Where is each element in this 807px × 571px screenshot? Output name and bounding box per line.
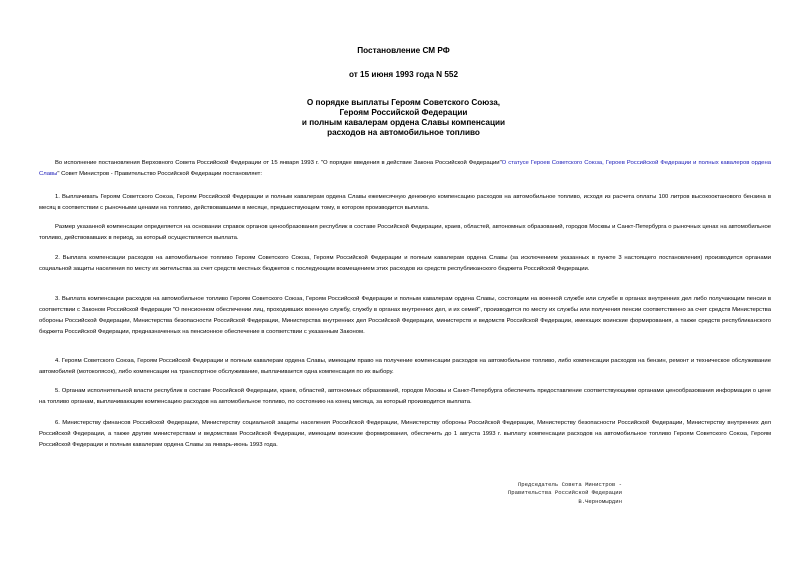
heading-line: О порядке выплаты Героям Советского Союза, [306, 98, 501, 107]
law-link[interactable]: О статусе Героев Советского Союза, Героев Российской Федерации и полных кавалеров ордена Славы [39, 160, 771, 177]
heading-line: расходов на автомобильное топливо [327, 128, 480, 137]
paragraph-4: 4. Героям Советского Союза, Героям Российской Федерации и полным кавалерам ордена Славы, имеющим право на получение компенсации расходов на автомобильное топливо, либо компенсации расходов на бензин, ремонт и техническое обслуживание автомобилей (мотоколясок), либо компенсации на транспортное обслуживание, выплачивается одна компенсация по их выбору. [39, 358, 771, 375]
intro-text-end: " Совет Министров - Правительство Российской Федерации постановляет: [57, 171, 262, 177]
heading-line: Героям Российской Федерации [339, 108, 468, 117]
document-date: от 15 июня 1993 года N 552 [348, 70, 459, 79]
signature-line: Правительства Российской Федерации [507, 489, 622, 497]
heading-line: и полным кавалерам ордена Славы компенсации [301, 118, 506, 127]
paragraph-5: 5. Органам исполнительной власти республик в составе Российской Федерации, краев, областей, автономных образований, городов Москвы и Санкт-Петербурга обеспечить предоставление соответствующими органами ценообразования информации о цене на топливо органам, выплачивающим компенсацию расходов на автомобильное топливо, по состоянию на конец месяца, за который производится выплата. [39, 388, 771, 405]
document-title: Постановление СМ РФ [357, 46, 450, 55]
paragraph-6: 6. Министерству финансов Российской Федерации, Министерству социальной защиты населения Российской Федерации, Министерству обороны Российской Федерации, Министерству безопасности Российской Федерации, Министерству внутренних дел Российской Федерации, а также другим министерствам и ведомствам Российской Федерации, имеющим воинские формирования, обеспечить до 1 августа 1993 г. выплату компенсации расходов на автомобильное топливо Героям Советского Союза, Героям Российской Федерации и полным кавалерам ордена Славы за январь-июнь 1993 года. [39, 420, 771, 448]
paragraph-3: 3. Выплата компенсации расходов на автомобильное топливо Героям Советского Союза, Героям Российской Федерации и полным кавалерам ордена Славы, состоящим на военной службе или службе в органах внутренних дел либо получающим пенсии в соответствии с Законом Российской Федерации "О пенсионном обеспечении лиц, проходивших военную службу, службу в органах внутренних дел, и их семей", производится по месту их службы или получения пенсии соответственно за счет средств Министерства обороны Российской Федерации, Министерства безопасности Российской Федерации, Министерства внутренних дел Российской Федерации, министерств и ведомств Российской Федерации, имеющих воинские формирования, а также средств республиканского бюджета Российской Федерации, предназначенных на пенсионное обеспечение в соответствии с указанным Законом. [39, 296, 771, 335]
intro-paragraph [39, 158, 771, 180]
intro-text: Во исполнение постановления Верховного Совета Российской Федерации от 15 января 1993 г. "О порядке введения в действие Закона Российской Федерации" [55, 160, 502, 166]
document-heading [0, 98, 807, 138]
signature-name: В.Черномырдин [578, 497, 622, 505]
signature-line: Председатель Совета Министров - [517, 481, 622, 488]
paragraph-1: 1. Выплачивать Героям Советского Союза, Героям Российской Федерации и полным кавалерам ордена Славы ежемесячную денежную компенсацию расходов на автомобильное топливо, исходя из расчета оплаты 100 литров высокооктанового бензина в месяц в соответствии с рыночными ценами на топливо, действовавшими в месяце, предшествующем тому, в котором производится выплата. [39, 194, 771, 211]
paragraph-1-continued: Размер указанной компенсации определяется на основании справок органов ценообразования республик в составе Российской Федерации, краев, областей, автономных образований, городов Москвы и Санкт-Петербурга о рыночных ценах на автомобильное топливо, действовавших в период, за который осуществляется выплата. [39, 224, 771, 241]
paragraph-2: 2. Выплата компенсации расходов на автомобильное топливо Героям Советского Союза, Героям Российской Федерации и полным кавалерам ордена Славы (за исключением указанных в пункте 3 настоящего постановления) производится органами социальной защиты населения по месту их жительства за счет средств местных бюджетов с последующим возмещением этих расходов из средств республиканского бюджета Российской Федерации. [39, 255, 771, 272]
signature-block [0, 481, 622, 506]
